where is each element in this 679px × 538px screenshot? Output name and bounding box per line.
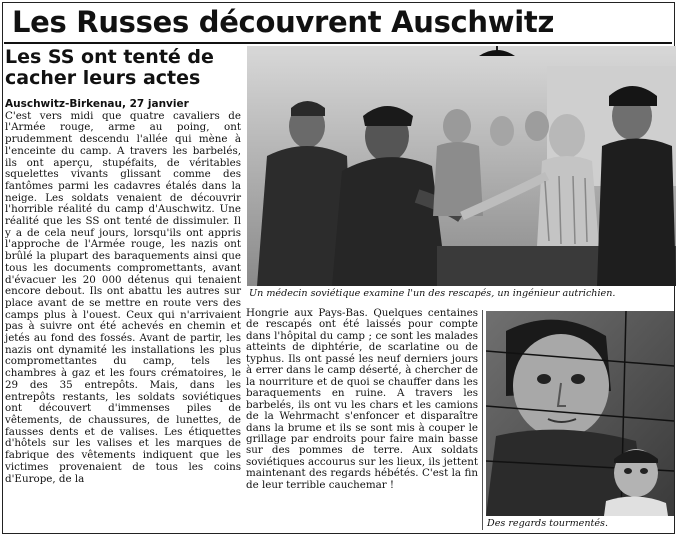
article-column-2 (246, 308, 478, 491)
photo-survivor-faces (486, 311, 674, 516)
photo-caption-doctor: Un médecin soviétique examine l'un des rescapés, un ingénieur autrichien. (249, 288, 616, 299)
dateline: Auschwitz-Birkenau, 27 janvier (5, 98, 189, 110)
photo-caption-faces: Des regards tourmentés. (487, 518, 609, 529)
article-text-column-1: C'est vers midi que quatre cavaliers de l'Armée rouge, arme au poing, ont prudemment descendu l'allée qui mène à l'enceinte du camp. A travers les barbelés, ils ont aperçu, stupéfaits, de véritables squelettes vivants glissant comme des fantômes parmi les cadavres étalés dans la neige. Les soldats venaient de découvrir l'horrible réalité du camp d'Auschwitz. Une réalité que les SS ont tenté de dissimuler. Il y a de cela neuf jours, lorsqu'ils ont appris l'approche de l'Armée rouge, les nazis ont brûlé la plupart des baraquements ainsi que tous les documents compromettants, avant d'évacuer les 20 000 détenus qui tenaient encore debout. Ils ont abattu les autres sur place avant de se mettre en route vers des camps plus à l'ouest. Ceux qui n'arrivaient pas à suivre ont été achevés en chemin et jetés au fond des fossés. Avant de partir, les nazis ont dynamité les installations les plus compromettantes du camp, tels les chambres à gaz et les fours crématoires, le 29 des 35 entrepôts. Mais, dans les entrepôts restants, les soldats soviétiques ont découvert d'immenses piles de vêtements, de chaussures, de lunettes, de fausses dents et de valises. Les étiquettes d'hôtels sur les valises et les marques de fabrique des vêtements indiquent que les victimes provenaient de tous les coins d'Europe, de la (5, 109, 241, 485)
photo-faces-illustration (486, 311, 674, 516)
subheadline: Les SS ont tenté de cacher leurs actes (5, 46, 214, 89)
photo-doctor-illustration (247, 46, 676, 286)
headline-rule (4, 42, 672, 44)
article-text-column-2: Hongrie aux Pays-Bas. Quelques centaines de rescapés ont été laissés pour compte dans l'hôpital du camp ; ce sont les malades atteints de diphtérie, de scarlatine ou de typhus. Ils ont passé les neuf derniers jours à errer dans le camp déserté, à chercher de la nourriture et de quoi se chauffer dans les baraquements en ruine. A travers les barbelés, ils ont vu les chars et les camions de la Wehrmacht s'enfoncer et disparaître dans la brume et ils se sont mis à couper le grillage par endroits pour faire main basse sur des pommes de terre. Aux soldats soviétiques accourus sur les lieux, ils jettent maintenant des regards hébétés. C'est la fin de leur terrible cauchemar ! (246, 307, 478, 491)
column-divider (482, 310, 483, 530)
headline: Les Russes découvrent Auschwitz (12, 5, 555, 39)
photo-doctor-examining-survivor (247, 46, 676, 286)
article-column-1 (5, 99, 241, 485)
